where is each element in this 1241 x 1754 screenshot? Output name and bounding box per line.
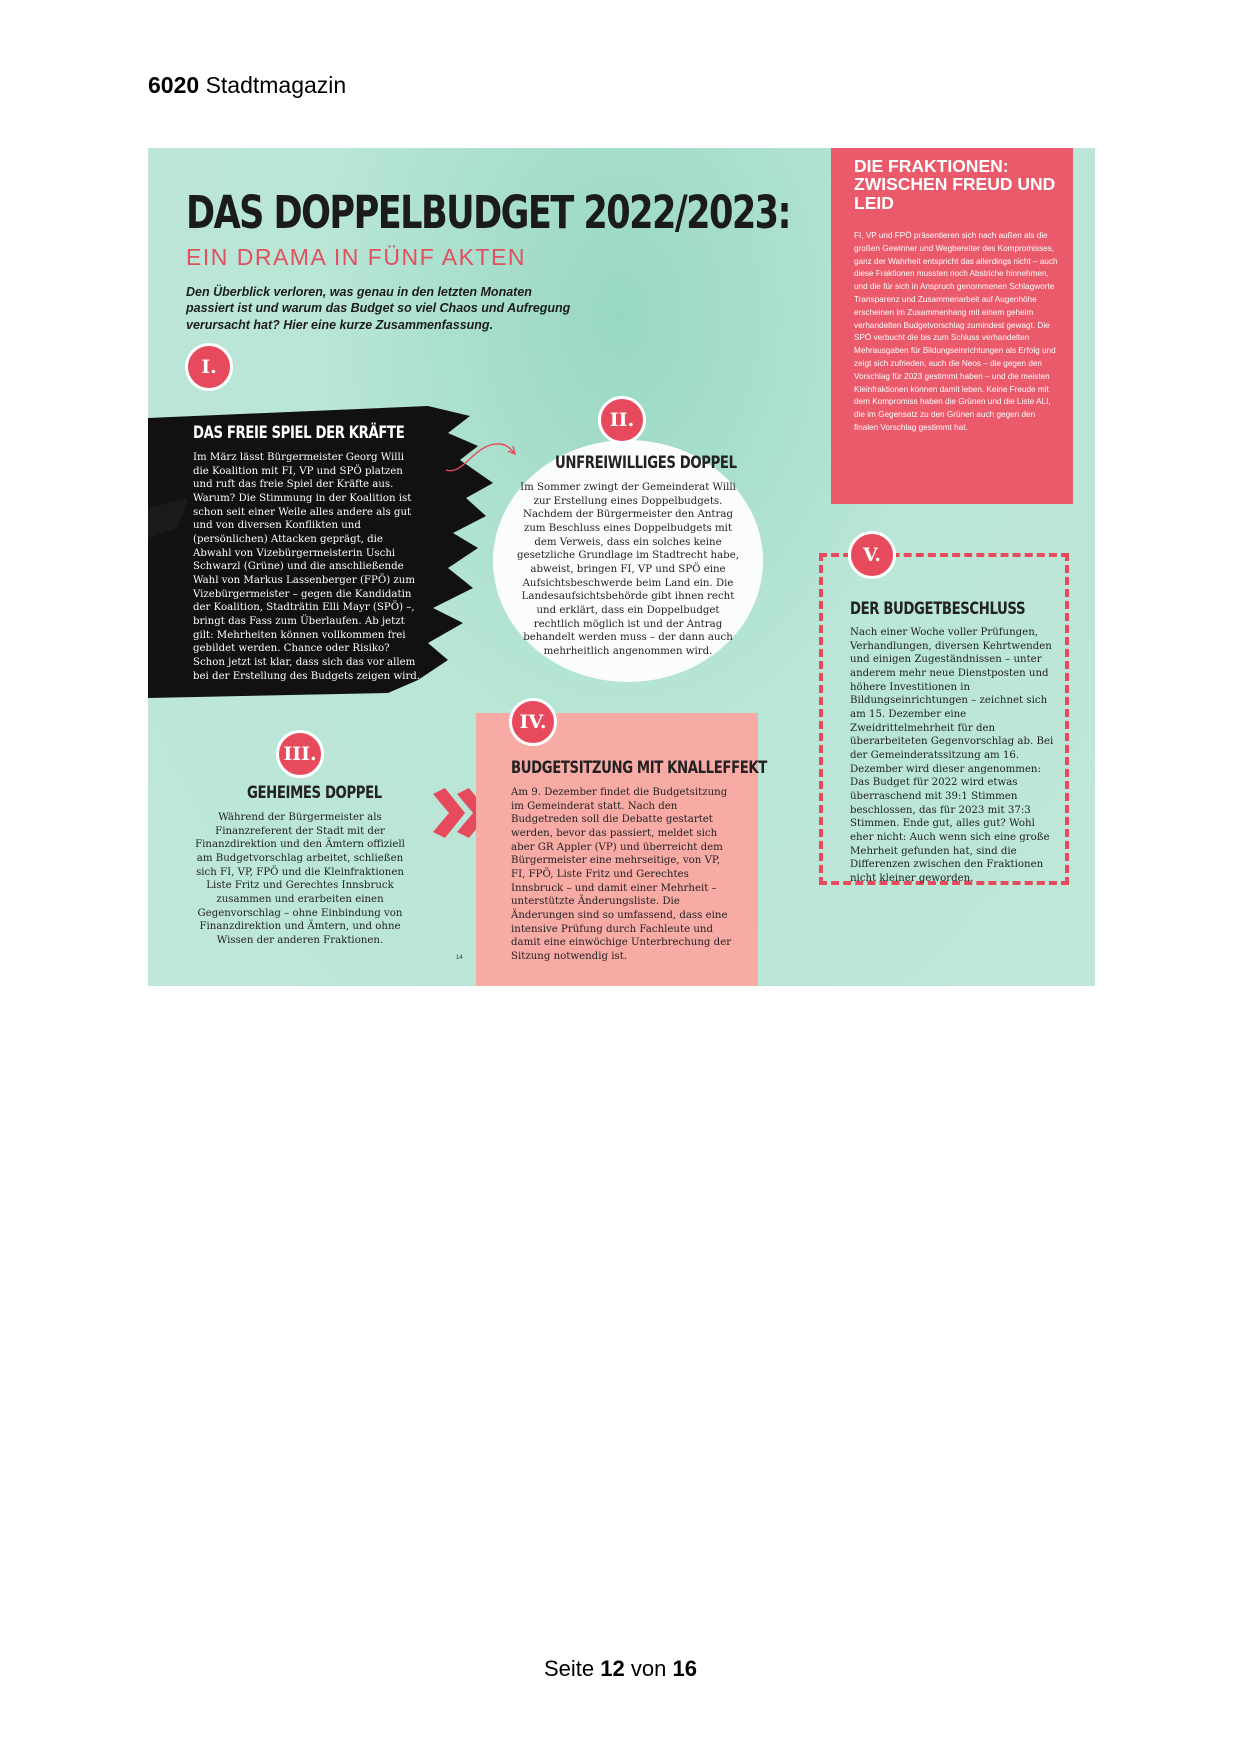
section-2-body: Im Sommer zwingt der Gemeinderat Willi zur Erstellung eines Doppelbudgets. Nachdem der Bürgermeister den Antrag zum Beschluss eines Doppelbudgets mit dem Verweis, dass ein solches keine gesetzliche Grundlage im Stadtrecht habe, abweist, bringen FI, VP und SPÖ eine Aufsichtsbeschwerde beim Land ein. Die Landesaufsichtsbehörde gibt ihnen recht und erklärt, dass ein Doppelbudget rechtlich möglich ist und der Antrag behandelt werden muss – der dann auch mehrheitlich angenommen wird. (517, 482, 739, 658)
footer-total-pages: 16 (672, 1656, 697, 1681)
sidebar-title: DIE FRAKTIONEN: ZWISCHEN FREUD UND LEID (854, 156, 1056, 213)
article-title: DAS DOPPELBUDGET 2022/2023: (186, 186, 791, 239)
section-2-number-badge: II. (598, 396, 646, 444)
section-4-body: Am 9. Dezember findet die Budgetsitzung im Gemeinderat statt. Nach den Budgetreden soll die Debatte gestartet werden, bevor das passiert, meldet sich aber GR Appler (VP) und überreicht dem Bürgermeister eine mehrseitige, von VP, FI, FPÖ, Liste Fritz und Gerechtes Innsbruck – und damit einer Mehrheit – unterstützte Änderungsliste. Die Änderungen sind so umfassend, dass eine intensive Prüfung durch Fachleute und damit eine einwöchige Unterbrechung der Sitzung notwendig ist. (511, 787, 732, 963)
page-header (148, 72, 346, 99)
header-number: 6020 (148, 72, 200, 98)
section-4-title: BUDGETSITZUNG MIT KNALLEFFEKT (511, 758, 767, 778)
article-subtitle: EIN DRAMA IN FÜNF AKTEN (186, 244, 526, 270)
footer-prefix: Seite (544, 1656, 595, 1681)
section-3-title: GEHEIMES DOPPEL (247, 783, 382, 803)
section-1-body: Im März lässt Bürgermeister Georg Willi die Koalition mit FI, VP und SPÖ platzen und ruft das freie Spiel der Kräfte aus. Warum? Die Stimmung in der Koalition ist schon seit einer Weile alles andere als gut und von diversen Konflikten und (persönlichen) Attacken geprägt, die Abwahl von Vizebürgermeisterin Uschi Schwarzl (Grüne) und die anschließende Wahl von Markus Lassenberger (FPÖ) zum Vizebürgermeister – gegen die Kandidatin der Koalition, Stadträtin Elli Mayr (SPÖ) –, bringt das Fass zum Überlaufen. Ab jetzt gilt: Mehrheiten können vollkommen frei gebildet werden. Chance oder Risiko? Schon jetzt ist klar, dass sich das vor allem bei der Erstellung des Budgets zeigen wird. (193, 452, 421, 682)
sidebar-body: FI, VP und FPÖ präsentieren sich nach außen als die großen Gewinner und Wegbereiter des Kompromisses, ganz der Wahrheit entspricht das allerdings nicht – auch diese Fraktionen mussten noch Abstriche hinnehmen, und die für sich in Anspruch genommenen Schlagworte Transparenz und Zusammenarbeit auf Augenhöhe erscheinen im Zusammenhang mit einem geheim verhandelten Budgetvorschlag zumindest gewagt. Die SPÖ verbucht die bis zum Schluss verhandelten Mehrausgaben für Bildungseinrichtungen als Erfolg und zeigt sich zufrieden, auch die Neos – die gegen den Vorschlag für 2023 gestimmt haben – und die meisten Kleinfraktionen können damit leben. Keine Freude mit dem Kompromiss haben die Grünen und die Liste ALI, die im Gegensatz zu den Grünen auch gegen den finalen Vorschlag gestimmt hat. (854, 231, 1058, 432)
section-3-number-badge: III. (276, 730, 324, 778)
magazine-page-number: 14 (456, 955, 463, 961)
magazine-spread-image (148, 148, 1095, 986)
section-5-body: Nach einer Woche voller Prüfungen, Verhandlungen, diversen Kehrtwenden und einigen Zugeständnissen – unter anderem mehr neue Dienstposten und höhere Investitionen in Bildungseinrichtungen – zeichnet sich am 15. Dezember eine Zweidrittelmehrheit für den überarbeiteten Gegenvorschlag ab. Bei der Gemeinderatssitzung am 16. Dezember wird dieser angenommen: Das Budget für 2022 wird etwas überraschend mit 39:1 Stimmen beschlossen, das für 2023 mit 37:3 Stimmen. Ende gut, alles gut? Wohl eher nicht: Auch wenn sich eine große Mehrheit gefunden hat, sind die Differenzen zwischen den Fraktionen nicht kleiner geworden. (850, 627, 1054, 885)
section-2-title: UNFREIWILLIGES DOPPEL (555, 453, 737, 473)
section-4-number-badge: IV. (509, 698, 557, 746)
page-footer (0, 1656, 1241, 1682)
header-name: Stadtmagazin (205, 72, 347, 98)
footer-current-page: 12 (600, 1656, 625, 1681)
curved-arrow-icon (444, 438, 524, 478)
section-5-title: DER BUDGETBESCHLUSS (850, 599, 1026, 619)
footer-middle: von (630, 1656, 667, 1681)
section-5-number-badge: V. (848, 531, 896, 579)
section-1-number-badge: I. (185, 343, 233, 391)
section-3-body: Während der Bürgermeister als Finanzreferent der Stadt mit der Finanzdirektion und den Ämtern offiziell am Budgetvorschlag arbeitet, schließen sich FI, VP, FPÖ und die Kleinfraktionen Liste Fritz und Gerechtes Innsbruck zusammen und erarbeiten einen Gegenvorschlag – ohne Einbindung von Finanzdirektion und Ämtern, und ohne Wissen der anderen Fraktionen. (195, 812, 405, 947)
section-1-title: DAS FREIE SPIEL DER KRÄFTE (193, 423, 405, 443)
article-intro: Den Überblick verloren, was genau in den letzten Monaten passiert ist und warum das Budget so viel Chaos und Aufregung verursacht hat? Hier eine kurze Zusammenfassung. (186, 285, 571, 332)
